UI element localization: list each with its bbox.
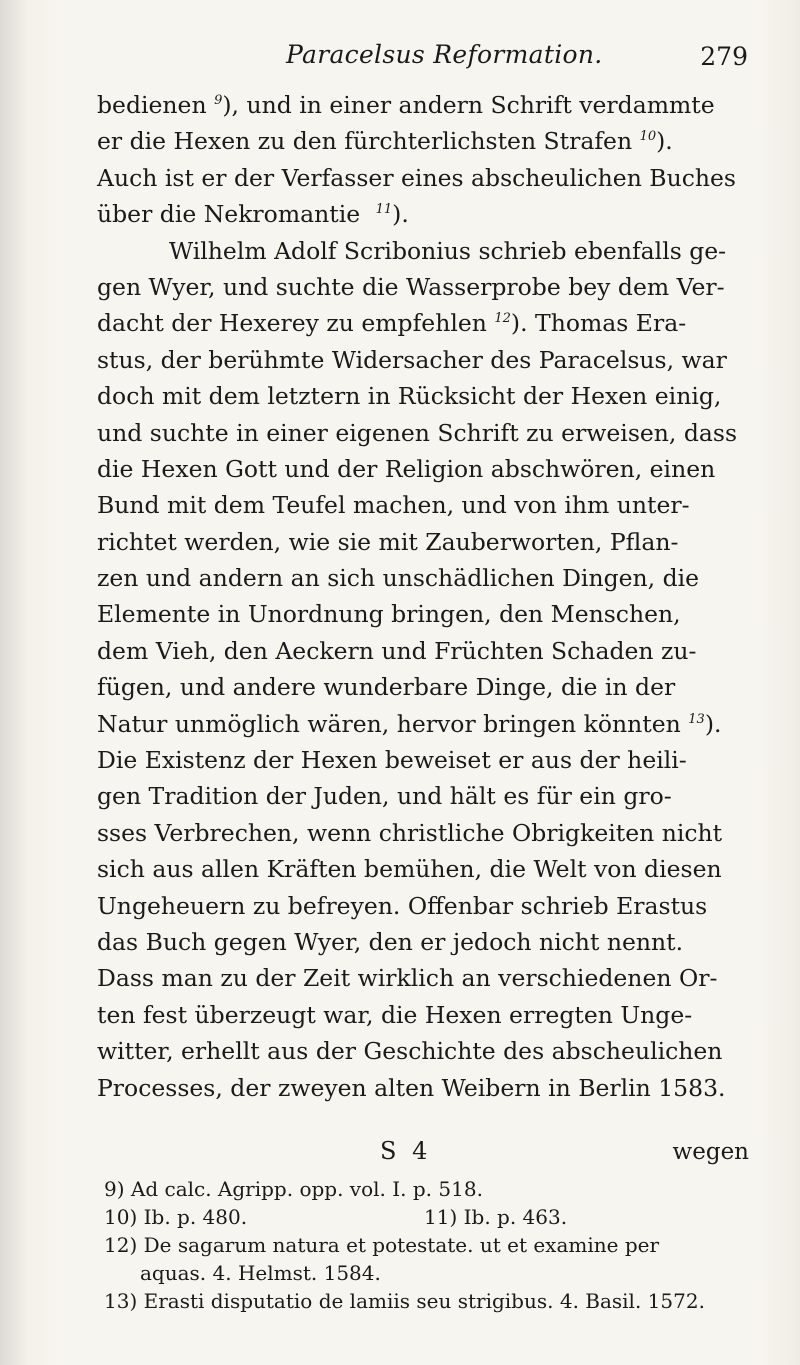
footnote-ref[interactable]: 12 (494, 311, 511, 327)
text-line: sich aus allen Kräften bemühen, die Welt von diesen (97, 855, 722, 884)
text-line: stus, der berühmte Widersacher des Paracelsus, war (97, 345, 727, 374)
text-line: ten fest überzeugt war, die Hexen erregten Unge- (97, 1000, 693, 1029)
text-line: sses Verbrechen, wenn christliche Obrigkeiten nicht (97, 818, 723, 847)
text-line: das Buch gegen Wyer, den er jedoch nicht nennt. (97, 927, 684, 956)
text-line: die Hexen Gott und der Religion abschwören, einen (97, 454, 716, 483)
text-line: bedienen $^9$), und in einer andern Schrift verdammte (97, 91, 715, 119)
signature-row (97, 1137, 749, 1173)
page-number: 279 (700, 42, 748, 71)
footnote-12: 12) De sagarum natura et potestate. ut et examine per (104, 1233, 660, 1257)
signature-mark: S 4 (380, 1137, 432, 1165)
text-line: Ungeheuern zu befreyen. Offenbar schrieb Erastus (97, 891, 708, 920)
text-line: fügen, und andere wunderbare Dinge, die in der (97, 673, 676, 702)
footnotes (104, 1175, 754, 1315)
running-title: Paracelsus Reformation. (286, 40, 603, 69)
footnote-12-continued: aquas. 4. Helmst. 1584. (140, 1261, 381, 1285)
text-line: doch mit dem letztern in Rücksicht der Hexen einig, (97, 382, 722, 411)
footnote-9: 9) Ad calc. Agripp. opp. vol. I. p. 518. (104, 1177, 483, 1201)
text-line: Natur unmöglich wären, hervor bringen könnten $^{13}$). (97, 709, 722, 738)
footnote-ref[interactable]: 9 (214, 93, 223, 108)
running-head (96, 36, 748, 76)
text-line: zen und andern an sich unschädlichen Dingen, die (97, 564, 700, 593)
text-line: dem Vieh, den Aeckern und Früchten Schaden zu- (97, 636, 697, 665)
text-line: Wilhelm Adolf Scribonius schrieb ebenfalls ge- (169, 236, 727, 265)
footnote-13: 13) Erasti disputatio de lamiis seu strigibus. 4. Basil. 1572. (104, 1289, 705, 1313)
footnote-pair (104, 1203, 754, 1231)
text-line: Die Existenz der Hexen beweiset er aus der heili- (97, 746, 687, 775)
footnote-ref[interactable]: 11 (375, 202, 393, 218)
text-line: Auch ist er der Verfasser eines abscheulichen Buches (97, 163, 736, 192)
text-line: witter, erhellt aus der Geschichte des abscheulichen (97, 1037, 723, 1066)
text-line: über die Nekromantie $^{11}$). (97, 200, 409, 229)
text-line: gen Wyer, und suchte die Wasserprobe bey dem Ver- (97, 272, 725, 301)
text-line: Dass man zu der Zeit wirklich an verschiedenen Or- (97, 964, 718, 993)
text-line: dacht der Hexerey zu empfehlen $^{12}$). Thomas Era- (97, 309, 687, 338)
catchword: wegen (672, 1139, 749, 1165)
body-text (97, 87, 757, 1106)
text-line: Elemente in Unordnung bringen, den Menschen, (97, 600, 681, 629)
footnote-10: 10) Ib. p. 480. (104, 1205, 248, 1229)
footnote-ref[interactable]: 13 (688, 711, 705, 727)
text-line: richtet werden, wie sie mit Zauberworten, Pflan- (97, 527, 679, 556)
text-line: er die Hexen zu den fürchterlichsten Strafen $^{10}$). (97, 127, 673, 156)
text-line: gen Tradition der Juden, und hält es für ein gro- (97, 782, 672, 811)
footnote-11: 11) Ib. p. 463. (424, 1205, 568, 1229)
footnote-ref[interactable]: 10 (639, 129, 657, 145)
text-line: Bund mit dem Teufel machen, und von ihm unter- (97, 491, 690, 520)
text-line: Processes, der zweyen alten Weibern in Berlin 1583. (97, 1073, 726, 1102)
text-line: und suchte in einer eigenen Schrift zu erweisen, dass (97, 418, 738, 447)
